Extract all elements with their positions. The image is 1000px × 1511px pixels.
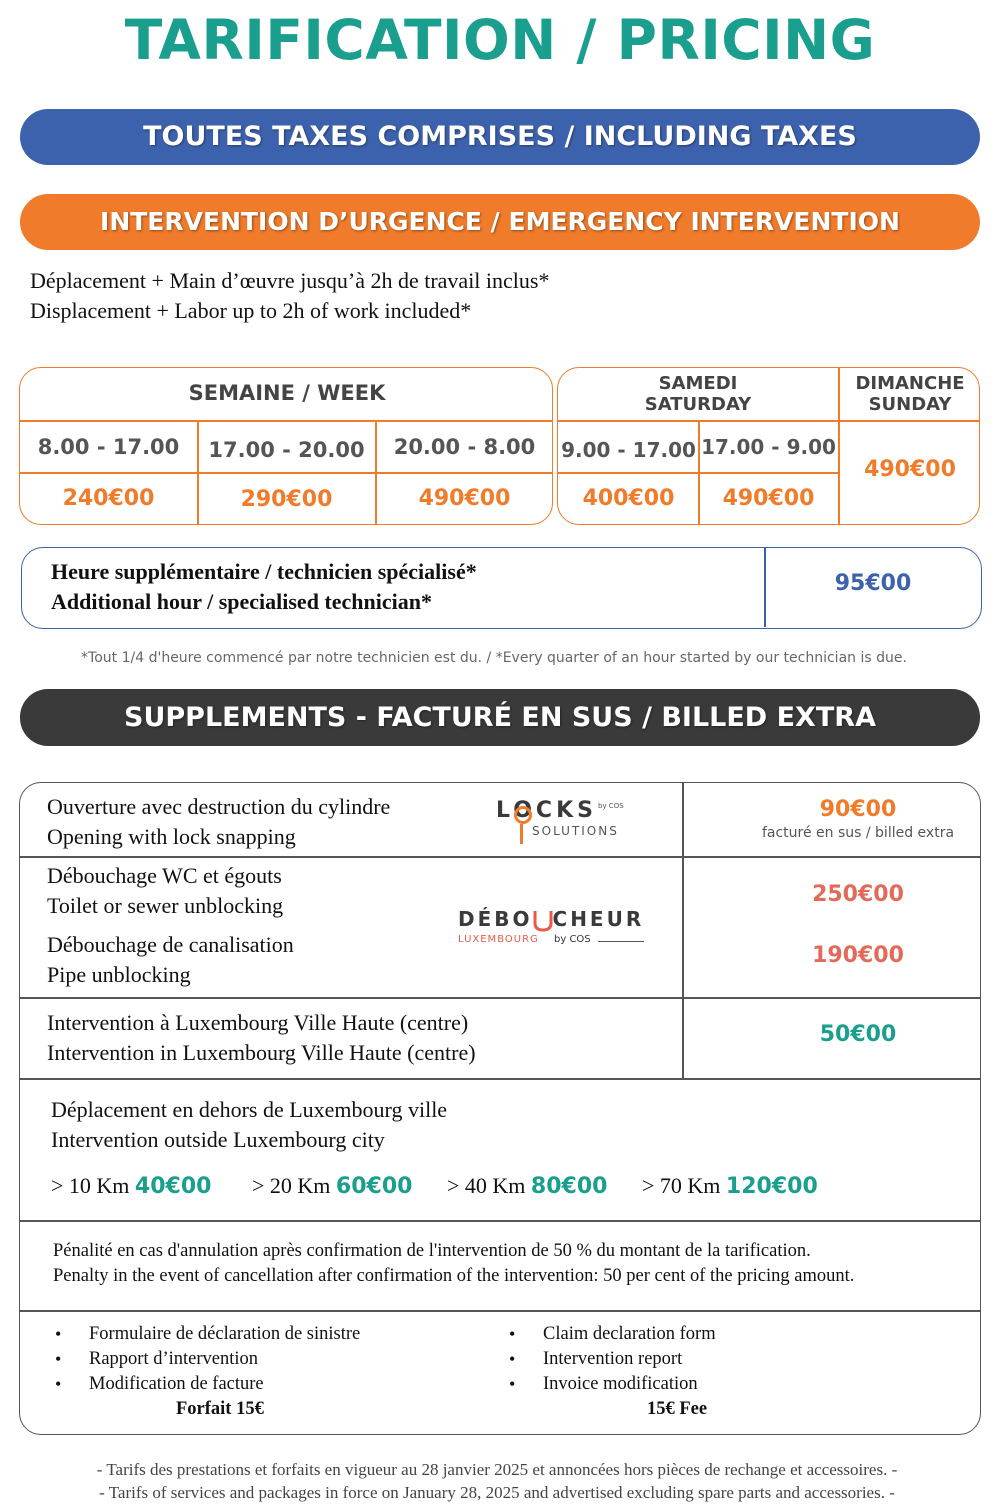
extra-hour-fr: Heure supplémentaire / technicien spécialisé* [51, 559, 477, 584]
intro-fr: Déplacement + Main d’œuvre jusqu’à 2h de travail inclus* [30, 268, 550, 293]
taxes-banner: TOUTES TAXES COMPRISES / INCLUDING TAXES [20, 109, 980, 165]
pipe-fr: Débouchage de canalisation [47, 932, 294, 957]
wc-en: Toilet or sewer unblocking [47, 893, 284, 918]
saturday-slot-2-time: 17.00 - 9.00 [701, 435, 836, 459]
forfait-fr [51, 1322, 471, 1422]
week-header: SEMAINE / WEEK [188, 381, 386, 405]
intro-en: Displacement + Labor up to 2h of work included* [30, 298, 472, 323]
outside-tier-2: > 20 Km 60€00 [252, 1173, 413, 1199]
outside-tier-3: > 40 Km 80€00 [447, 1173, 608, 1199]
wc-fr: Débouchage WC et égouts [47, 863, 282, 888]
outside-tier-2-price: 60€00 [335, 1174, 413, 1199]
saturday-slot-1-time: 9.00 - 17.00 [561, 438, 696, 462]
pipe-price: 190€00 [812, 943, 904, 968]
saturday-slot-2-price: 490€00 [722, 486, 815, 511]
extra-hour-box [21, 547, 982, 629]
locks-logo-sub: SOLUTIONS [532, 824, 619, 838]
forfait-en-item-2: • Intervention report [505, 1347, 925, 1372]
forfait-en-total: 15€ Fee [647, 1399, 708, 1419]
locks-logo [494, 798, 634, 846]
extra-hour-en: Additional hour / specialised technician* [51, 589, 432, 614]
forfait-en [505, 1322, 925, 1422]
city-fr: Intervention à Luxembourg Ville Haute (centre) [47, 1010, 469, 1035]
extra-hour-note: *Tout 1/4 d'heure commencé par notre technicien est du. / *Every quarter of an hour started by our technician is due. [81, 650, 907, 666]
week-slot-2-time: 17.00 - 20.00 [208, 438, 365, 462]
deboucheur-logo [458, 907, 658, 951]
outside-tier-1: > 10 Km 40€00 [51, 1173, 212, 1199]
saturday-header [558, 373, 838, 415]
drop-icon [532, 909, 554, 933]
page-title: TARIFICATION / PRICING [124, 8, 876, 72]
week-slot-2-price: 290€00 [240, 487, 333, 512]
deboucheur-logo-main: DÉBO CHEUR [458, 907, 645, 931]
week-slot-1-price: 240€00 [62, 486, 155, 511]
lock-note: facturé en sus / billed extra [761, 825, 955, 841]
forfait-fr-item-3: • Modification de facture [51, 1372, 471, 1397]
forfait-fr-item-1: • Formulaire de déclaration de sinistre [51, 1322, 471, 1347]
lock-price: 90€00 [819, 797, 897, 822]
week-slot-3-price: 490€00 [418, 486, 511, 511]
outside-tier-4-price: 120€00 [725, 1174, 818, 1199]
footer-en: - Tarifs of services and packages in force on January 28, 2025 and advertised excluding spare parts and accessories. - [99, 1483, 895, 1502]
city-price: 50€00 [819, 1022, 897, 1047]
city-en: Intervention in Luxembourg Ville Haute (centre) [47, 1040, 476, 1065]
supplements-table [19, 782, 981, 1435]
outside-fr: Déplacement en dehors de Luxembourg ville [51, 1097, 448, 1122]
sunday-header-fr: DIMANCHE [855, 373, 965, 394]
forfait-fr-item-2: • Rapport d’intervention [51, 1347, 471, 1372]
week-table [19, 367, 553, 525]
lock-en: Opening with lock snapping [47, 824, 296, 849]
supplements-banner: SUPPLEMENTS - FACTURÉ EN SUS / BILLED EXTRA [20, 689, 980, 746]
saturday-slot-1-price: 400€00 [582, 486, 675, 511]
deboucheur-logo-sub: LUXEMBOURG [458, 934, 539, 945]
locks-key-icon [514, 806, 532, 824]
extra-hour-price: 95€00 [834, 571, 912, 596]
sunday-header-en: SUNDAY [868, 394, 952, 415]
outside-tier-1-price: 40€00 [134, 1174, 212, 1199]
saturday-header-en: SATURDAY [644, 394, 752, 415]
forfait-en-item-1: • Claim declaration form [505, 1322, 925, 1347]
wc-price: 250€00 [812, 882, 904, 907]
footer-fr: - Tarifs des prestations et forfaits en vigueur au 28 janvier 2025 et annoncées hors pièces de rechange et accessoires. - [96, 1460, 898, 1479]
locks-logo-by: by COS [598, 802, 624, 810]
sunday-header [839, 373, 981, 415]
saturday-header-fr: SAMEDI [658, 373, 738, 394]
footer [0, 1458, 994, 1504]
lock-fr: Ouverture avec destruction du cylindre [47, 794, 391, 819]
week-slot-3-time: 20.00 - 8.00 [393, 435, 536, 459]
penalty-en: Penalty in the event of cancellation after confirmation of the intervention: 50 per cent of the pricing amount. [53, 1266, 855, 1286]
emergency-banner: INTERVENTION D’URGENCE / EMERGENCY INTERVENTION [20, 194, 980, 250]
deboucheur-logo-by: by COS [554, 934, 591, 945]
intro-text [30, 266, 549, 326]
outside-tier-3-price: 80€00 [530, 1174, 608, 1199]
forfait-en-item-3: • Invoice modification [505, 1372, 925, 1397]
week-slot-1-time: 8.00 - 17.00 [37, 435, 180, 459]
forfait-fr-total: Forfait 15€ [176, 1399, 264, 1419]
outside-en: Intervention outside Luxembourg city [51, 1127, 385, 1152]
penalty-fr: Pénalité en cas d'annulation après confirmation de l'intervention de 50 % du montant de la tarification. [53, 1241, 811, 1261]
sunday-price: 490€00 [864, 457, 956, 482]
pipe-en: Pipe unblocking [47, 962, 191, 987]
weekend-table [557, 367, 980, 525]
locks-logo-main: LOCKS [496, 798, 597, 823]
outside-tier-4: > 70 Km 120€00 [642, 1173, 818, 1199]
